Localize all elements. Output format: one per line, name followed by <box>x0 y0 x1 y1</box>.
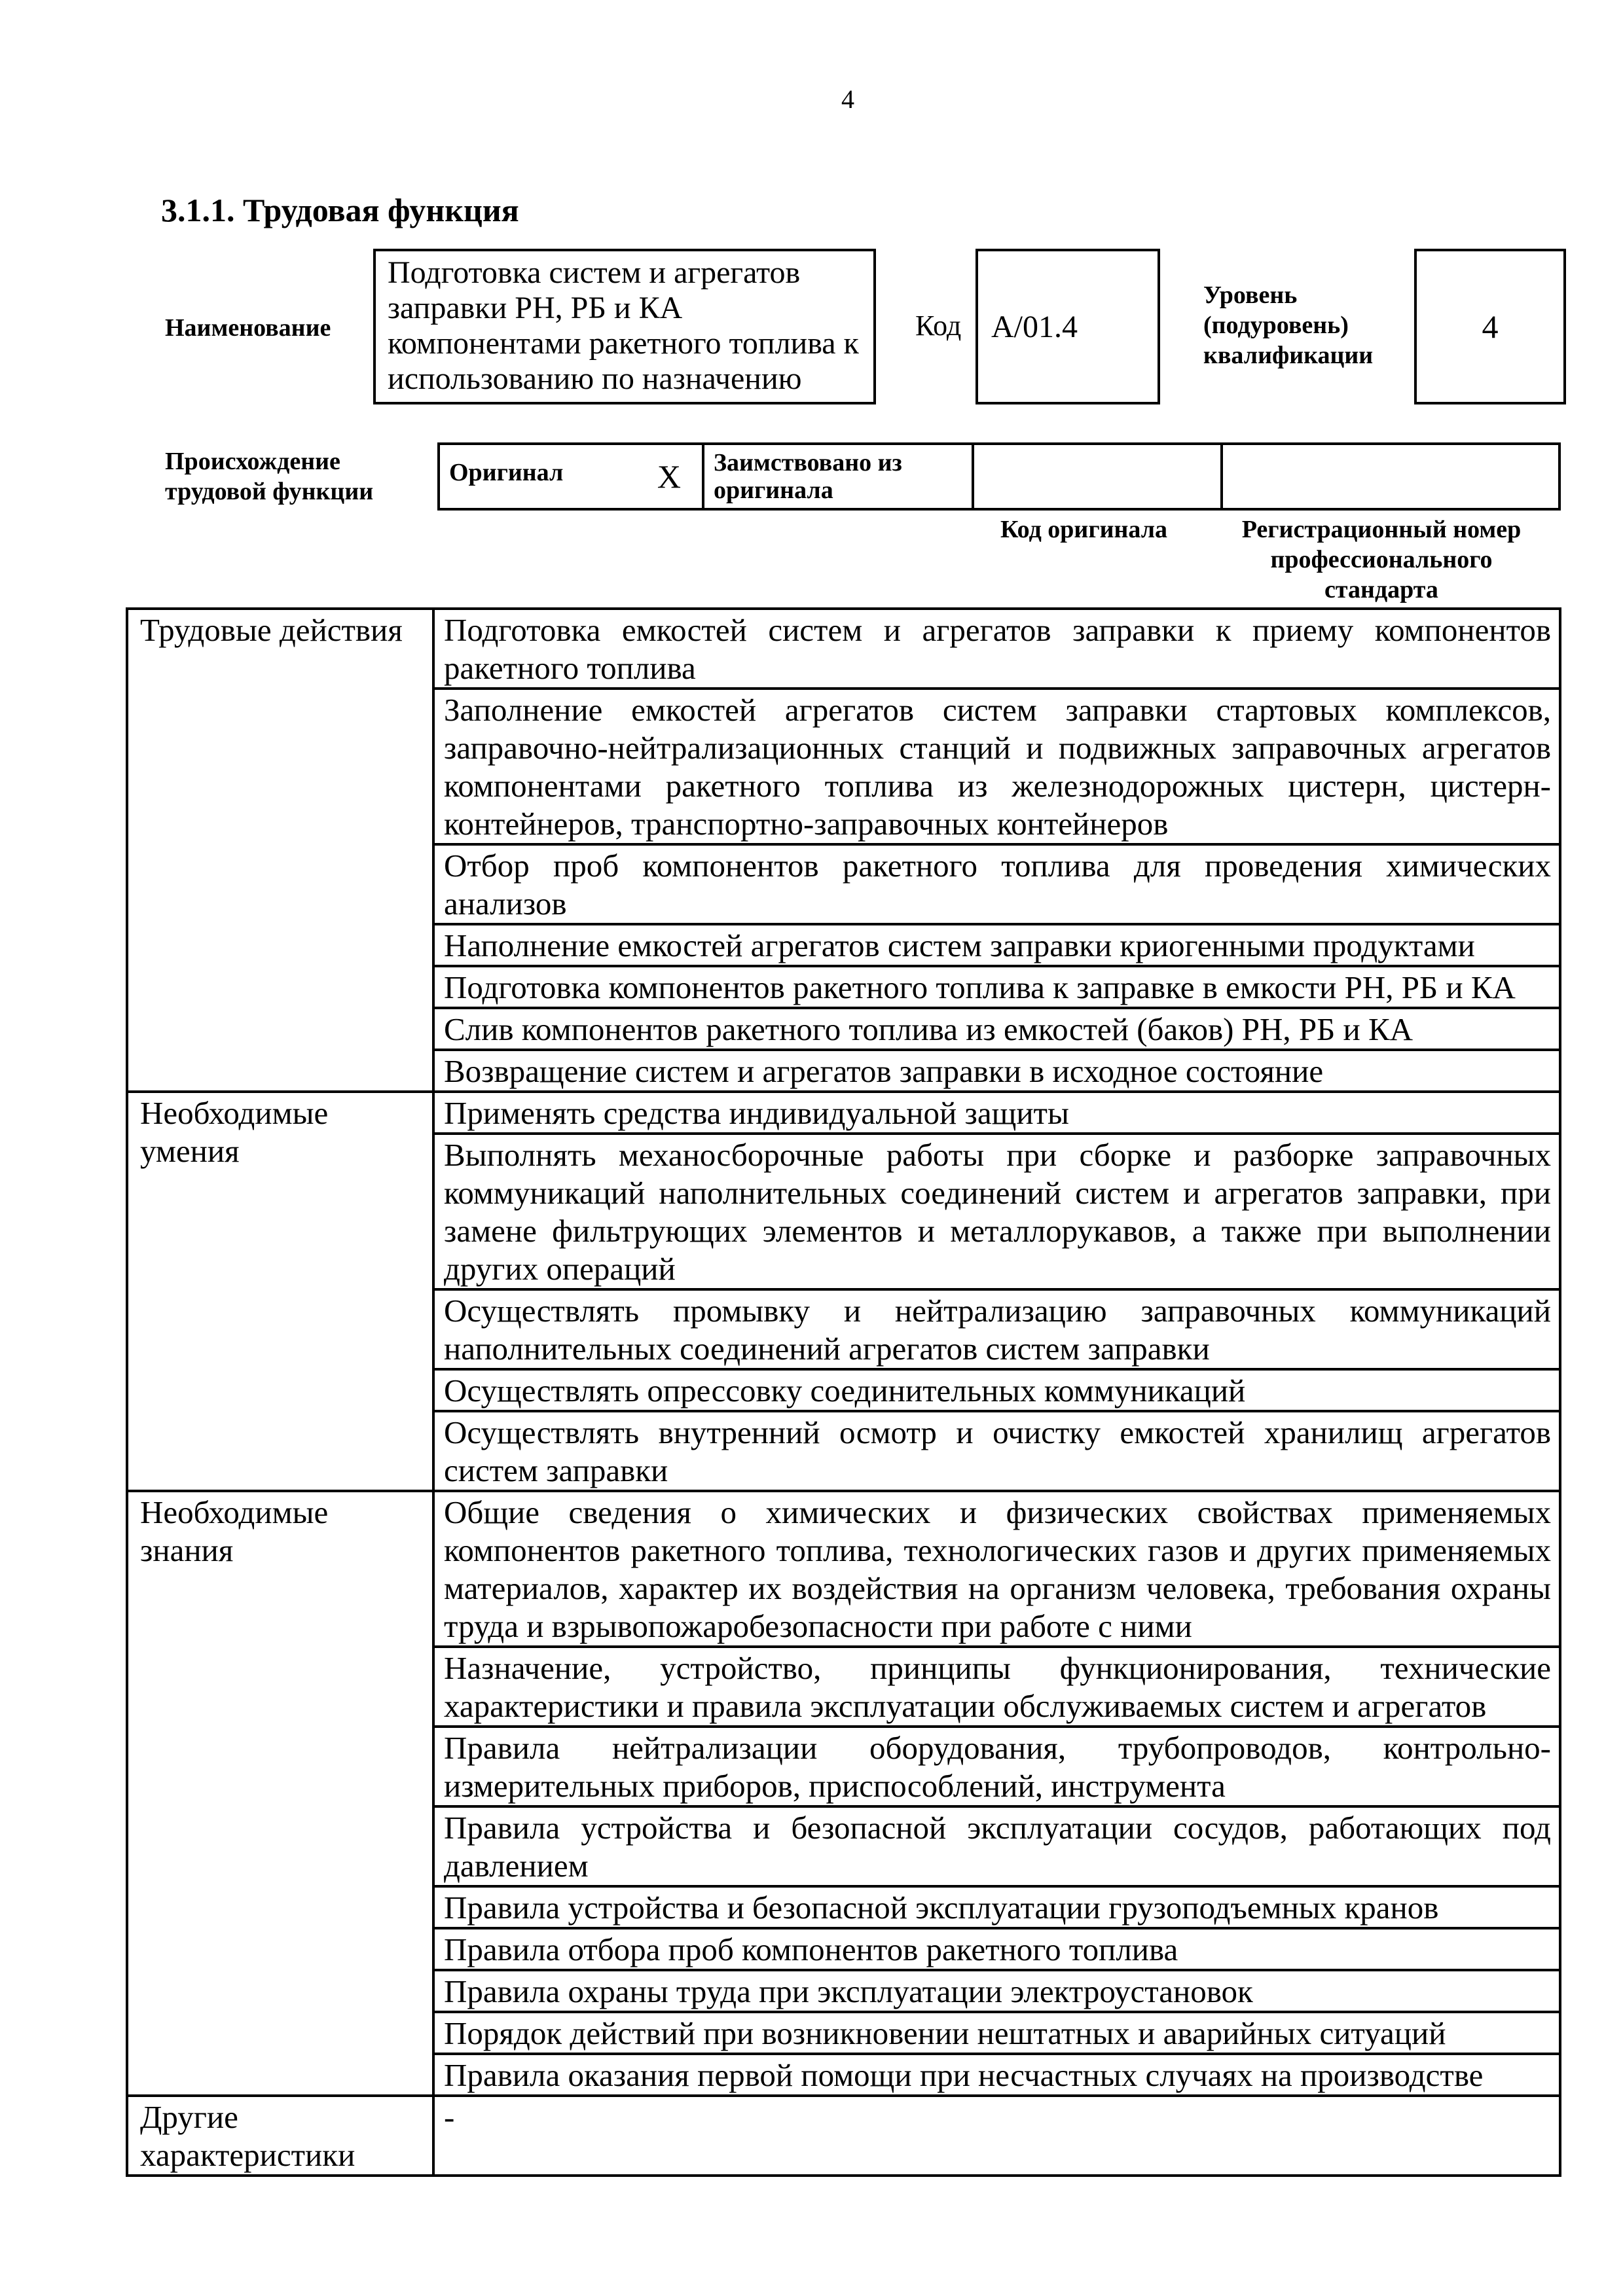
function-name-box <box>373 249 876 404</box>
table-row <box>127 2096 1560 2176</box>
section-item: Назначение, устройство, принципы функционирования, технические характеристики и правила эксплуатации обслуживаемых систем и агрегатов <box>433 1647 1560 1727</box>
section-item: Отбор проб компонентов ракетного топлива для проведения химических анализов <box>433 844 1560 924</box>
borrowed-cell <box>703 444 973 509</box>
section-item: Осуществлять внутренний осмотр и очистку емкостей хранилищ агрегатов систем заправки <box>433 1411 1560 1491</box>
section-item: Подготовка емкостей систем и агрегатов заправки к приему компонентов ракетного топлива <box>433 609 1560 689</box>
reg-number-caption: Регистрационный номер профессионального стандарта <box>1241 516 1522 603</box>
section-item: Возвращение систем и агрегатов заправки в исходное состояние <box>433 1050 1560 1092</box>
function-name-value: Подготовка систем и агрегатов заправки РН, РБ и КА компонентами ракетного топлива к использованию по назначению <box>388 255 859 396</box>
section-item: Подготовка компонентов ракетного топлива к заправке в емкости РН, РБ и КА <box>433 966 1560 1008</box>
original-cell <box>439 444 703 509</box>
section-item: Правила нейтрализации оборудования, трубопроводов, контрольно-измерительных приборов, приспособлений, инструмента <box>433 1727 1560 1806</box>
section-item: Осуществлять опрессовку соединительных коммуникаций <box>433 1369 1560 1411</box>
section-heading: Необходимые умения <box>127 1092 433 1491</box>
section-item: Заполнение емкостей агрегатов систем заправки стартовых комплексов, заправочно-нейтрализационных станций и подвижных заправочных агрегатов компонентами ракетного топлива из железнодорожных цистерн, цистерн-контейнеров, транспортно-заправочных контейнеров <box>433 689 1560 844</box>
section-item: Выполнять механосборочные работы при сборке и разборке заправочных коммуникаций наполнительных соединений систем и агрегатов заправки, при замене фильтрующих элементов и металлорукавов, а также при выполнении других операций <box>433 1134 1560 1289</box>
original-label: Оригинал <box>449 459 564 486</box>
level-value: 4 <box>1482 308 1499 345</box>
original-code-cell <box>973 444 1222 509</box>
name-label: Наименование <box>165 314 331 342</box>
section-item: Осуществлять промывку и нейтрализацию заправочных коммуникаций наполнительных соединений агрегатов систем заправки <box>433 1289 1560 1369</box>
section-item: - <box>433 2096 1560 2176</box>
table-row <box>127 1092 1560 1134</box>
section-item: Порядок действий при возникновении нештатных и аварийных ситуаций <box>433 2012 1560 2054</box>
table-row <box>127 1491 1560 1647</box>
section-item: Наполнение емкостей агрегатов систем заправки криогенными продуктами <box>433 924 1560 966</box>
section-item: Правила оказания первой помощи при несчастных случаях на производстве <box>433 2054 1560 2096</box>
section-item: Общие сведения о химических и физических свойствах применяемых компонентов ракетного топлива, технологических газов и других применяемых материалов, характер их воздействия на организм человека, требования охраны труда и взрывопожаробезопасности при работе с ними <box>433 1491 1560 1647</box>
code-label: Код <box>915 310 962 342</box>
main-table <box>126 607 1561 2177</box>
code-value: А/01.4 <box>991 309 1078 344</box>
section-item: Правила охраны труда при эксплуатации электроустановок <box>433 1970 1560 2012</box>
level-label: Уровень (подуровень) квалификации <box>1203 281 1374 369</box>
section-heading: Другие характеристики <box>127 2096 433 2176</box>
table-row <box>127 609 1560 689</box>
section-title: 3.1.1. Трудовая функция <box>161 192 519 228</box>
section-heading: Необходимые знания <box>127 1491 433 2096</box>
origin-table <box>437 442 1561 511</box>
code-box <box>976 249 1160 404</box>
section-item: Применять средства индивидуальной защиты <box>433 1092 1560 1134</box>
origin-label: Происхождение трудовой функции <box>165 448 374 505</box>
level-box <box>1414 249 1566 404</box>
section-item: Правила устройства и безопасной эксплуатации сосудов, работающих под давлением <box>433 1806 1560 1886</box>
section-item: Слив компонентов ракетного топлива из емкостей (баков) РН, РБ и КА <box>433 1008 1560 1050</box>
borrowed-label: Заимствовано из оригинала <box>714 449 902 504</box>
section-item: Правила отбора проб компонентов ракетного топлива <box>433 1928 1560 1970</box>
reg-number-cell <box>1222 444 1559 509</box>
page-number: 4 <box>841 84 854 114</box>
section-item: Правила устройства и безопасной эксплуатации грузоподъемных кранов <box>433 1886 1560 1928</box>
section-heading: Трудовые действия <box>127 609 433 1092</box>
original-mark: X <box>657 458 681 495</box>
original-code-caption: Код оригинала <box>1000 516 1168 543</box>
